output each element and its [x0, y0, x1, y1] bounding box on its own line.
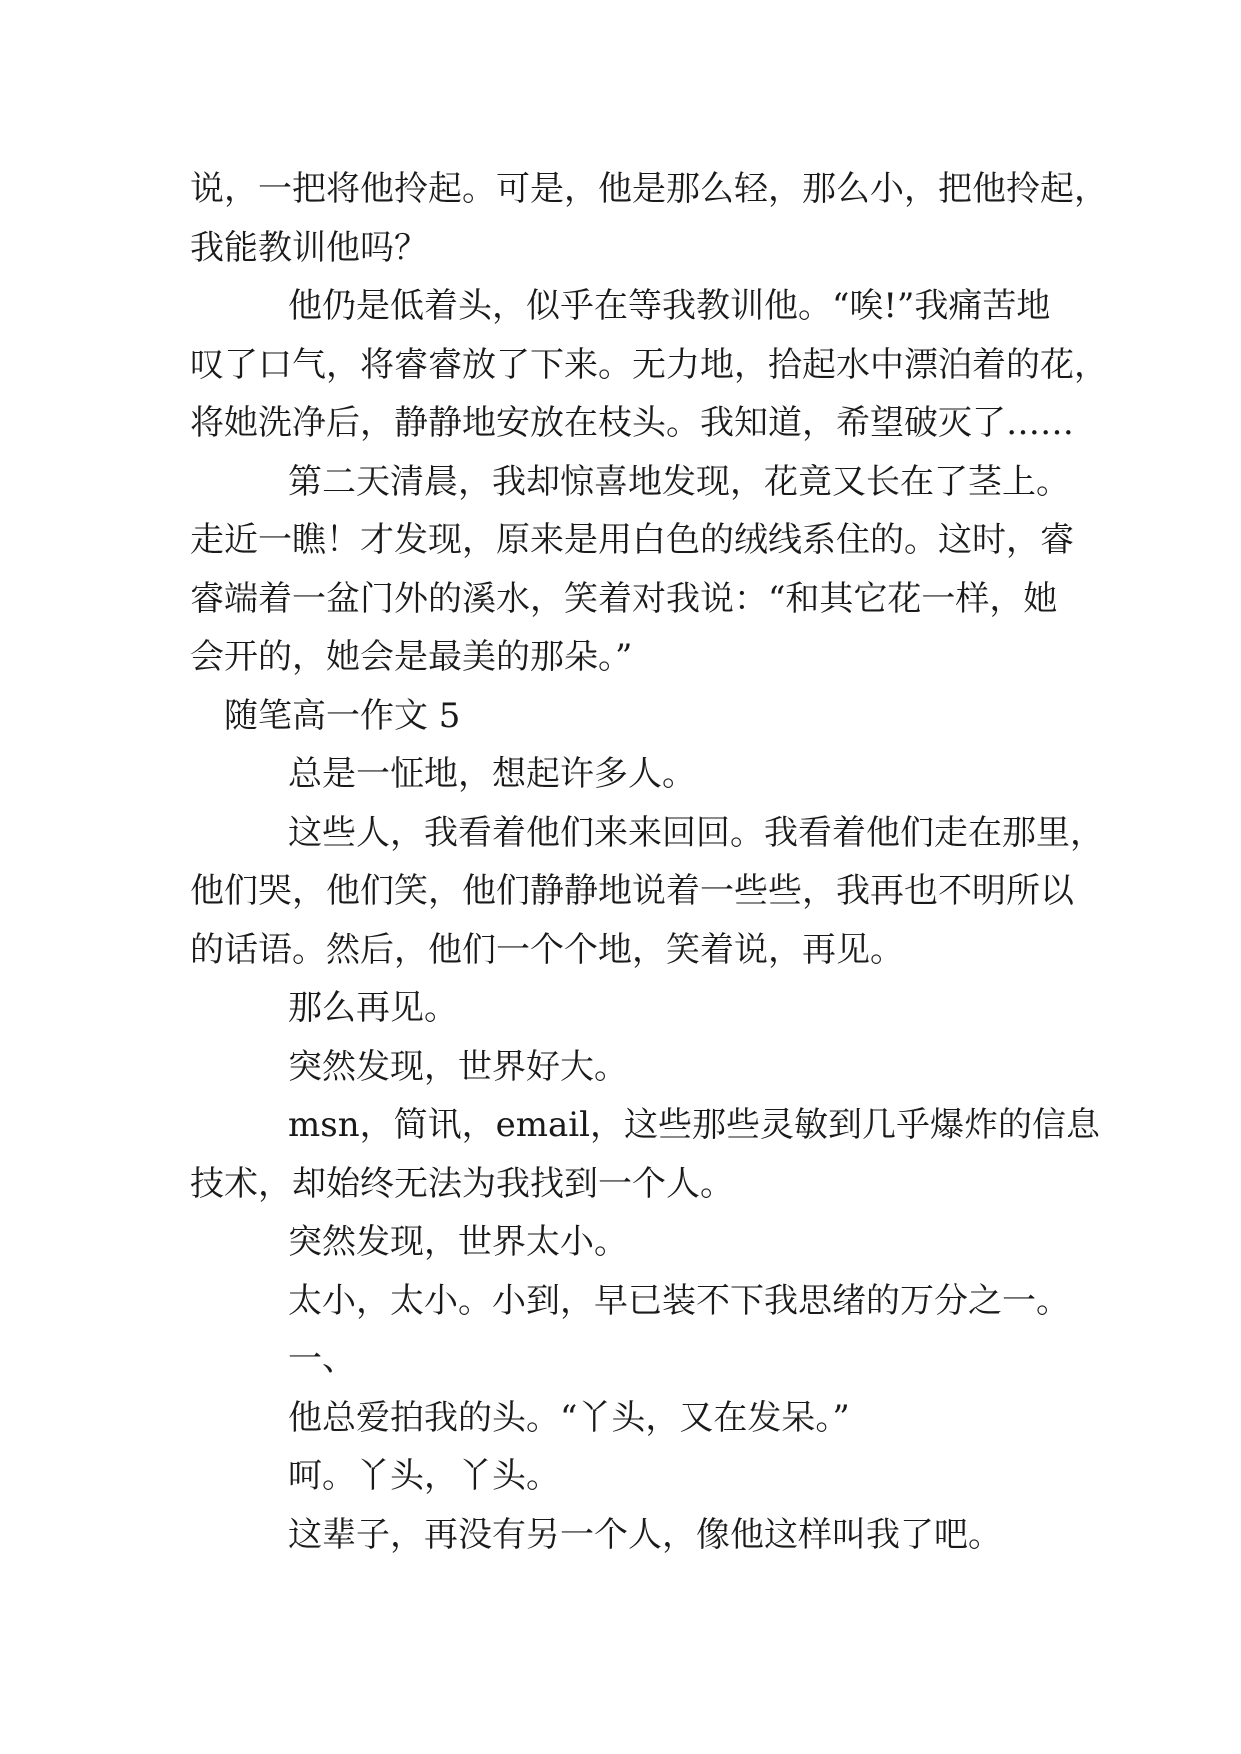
paragraph-start-line: msn，简讯，email，这些那些灵敏到几乎爆炸的信息: [288, 1105, 1100, 1145]
text-line: 叹了口气，将睿睿放了下来。无力地，拾起水中漂泊着的花，: [190, 344, 1108, 385]
text-line: 技术，却始终无法为我找到一个人。: [190, 1163, 734, 1204]
text-line: 说，一把将他拎起。可是，他是那么轻，那么小，把他拎起，: [190, 169, 1108, 209]
paragraph-start-line: 总是一怔地，想起许多人。: [288, 754, 696, 794]
text-line: 我能教训他吗？: [190, 227, 428, 268]
text-line: 走近一瞧！才发现，原来是用白色的绒线系住的。这时，睿: [190, 520, 1074, 560]
text-line: 的话语。然后，他们一个个地，笑着说，再见。: [190, 929, 904, 970]
paragraph-start-line: 太小，太小。小到，早已装不下我思绪的万分之一。: [288, 1280, 1070, 1321]
paragraph-start-line: 他总爱拍我的头。“丫头，又在发呆。”: [288, 1397, 850, 1438]
text-line: 他们哭，他们笑，他们静静地说着一些些，我再也不明所以: [190, 871, 1074, 911]
paragraph-start-line: 那么再见。: [288, 988, 458, 1028]
paragraph-start-line: 这辈子，再没有另一个人，像他这样叫我了吧。: [288, 1514, 1002, 1555]
text-line: 睿端着一盆门外的溪水，笑着对我说：“和其它花一样，她: [190, 578, 1058, 619]
paragraph-start-line: 突然发现，世界好大。: [288, 1046, 628, 1087]
paragraph-start-line: 突然发现，世界太小。: [288, 1222, 628, 1262]
paragraph-start-line: 第二天清晨，我却惊喜地发现，花竟又长在了茎上。: [288, 461, 1070, 502]
section-heading: 随笔高一作文 5: [224, 695, 461, 736]
paragraph-start-line: 他仍是低着头，似乎在等我教训他。“唉!”我痛苦地: [288, 286, 1051, 326]
paragraph-start-line: 一、: [288, 1339, 356, 1379]
text-line: 将她洗净后，静静地安放在枝头。我知道，希望破灭了……: [190, 403, 1074, 443]
body-text: [190, 160, 1108, 1564]
paragraph-start-line: 这些人，我看着他们来来回回。我看着他们走在那里，: [288, 812, 1104, 853]
text-line: 会开的，她会是最美的那朵。”: [190, 637, 633, 677]
paragraph-start-line: 呵。丫头，丫头。: [288, 1456, 560, 1496]
